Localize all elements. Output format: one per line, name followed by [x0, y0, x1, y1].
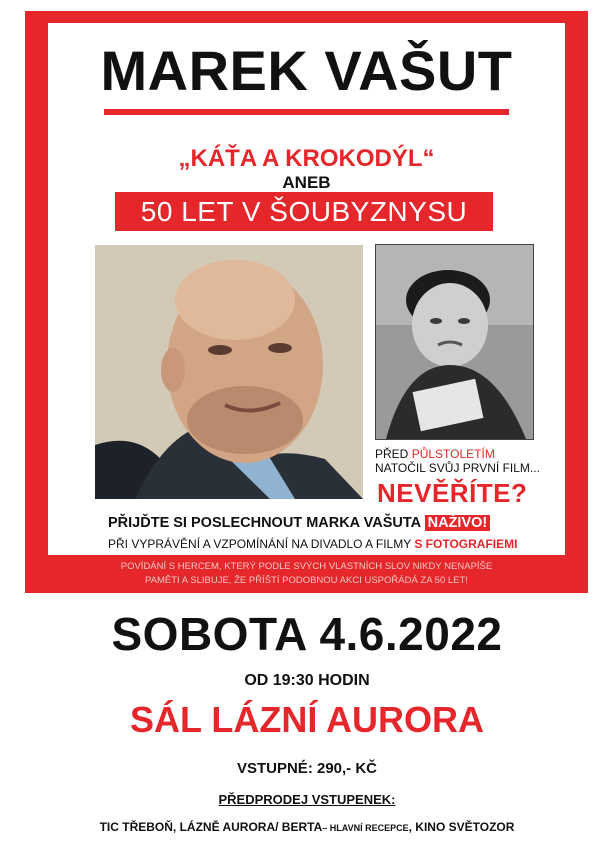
- event-time: OD 19:30 HODIN: [244, 672, 370, 689]
- memories-text: PŘI VYPRÁVĚNÍ A VZPOMÍNÁNÍ NA DIVADLO A FILMY: [108, 537, 415, 551]
- memories-highlight: S FOTOGRAFIEMI: [414, 537, 518, 551]
- memories-line: [108, 537, 578, 551]
- description-line-2: PAMĚTI A SLIBUJE, ŽE PŘÍŠTÍ PODOBNOU AKCI USPOŘÁDÁ ZA 50 LET!: [145, 575, 468, 586]
- show-subtitle: „KÁŤA A KROKODÝL“: [178, 145, 435, 172]
- invite-text: PŘIJĎTE SI POSLECHNOUT MARKA VAŠUTA: [108, 515, 425, 531]
- aneb-label: ANEB: [282, 173, 331, 192]
- event-venue: SÁL LÁZNÍ AURORA: [130, 699, 484, 740]
- intro-text: [375, 447, 575, 475]
- live-badge: NAŽIVO!: [425, 515, 491, 531]
- description-strip: [25, 556, 588, 593]
- doubt-headline: NEVĚŘÍTE?: [377, 478, 528, 508]
- sales-part2: – HLAVNÍ RECEPCE: [322, 823, 409, 833]
- intro-part3: NATOČIL SVŮJ PRVNÍ FILM...: [375, 461, 540, 475]
- intro-part1: PŘED: [375, 447, 412, 461]
- page-title: MAREK VAŠUT: [100, 39, 513, 102]
- entry-price: VSTUPNÉ: 290,- KČ: [236, 760, 378, 777]
- description-line-1: POVÍDÁNÍ S HERCEM, KTERÝ PODLE SVÝCH VLASTNÍCH SLOV NIKDY NENAPÍŠE: [120, 561, 493, 572]
- anniversary-banner: 50 LET V ŠOUBYZNYSU: [115, 192, 493, 231]
- invite-line: [108, 515, 578, 531]
- portrait-photo-adult: [95, 245, 363, 499]
- childhood-photo: [375, 244, 534, 440]
- title-underline: [104, 109, 509, 115]
- presale-heading: PŘEDPRODEJ VSTUPENEK:: [218, 792, 396, 807]
- event-date: SOBOTA 4.6.2022: [111, 608, 503, 660]
- sales-part3: , KINO SVĚTOZOR: [408, 820, 515, 834]
- sales-part1: TIC TŘEBOŇ, LÁZNĚ AURORA/ BERTA: [99, 820, 323, 834]
- poster-frame: [25, 11, 588, 593]
- intro-highlight: PŮLSTOLETÍM: [411, 447, 495, 461]
- poster-panel: [48, 23, 565, 555]
- sales-points: [0, 820, 614, 834]
